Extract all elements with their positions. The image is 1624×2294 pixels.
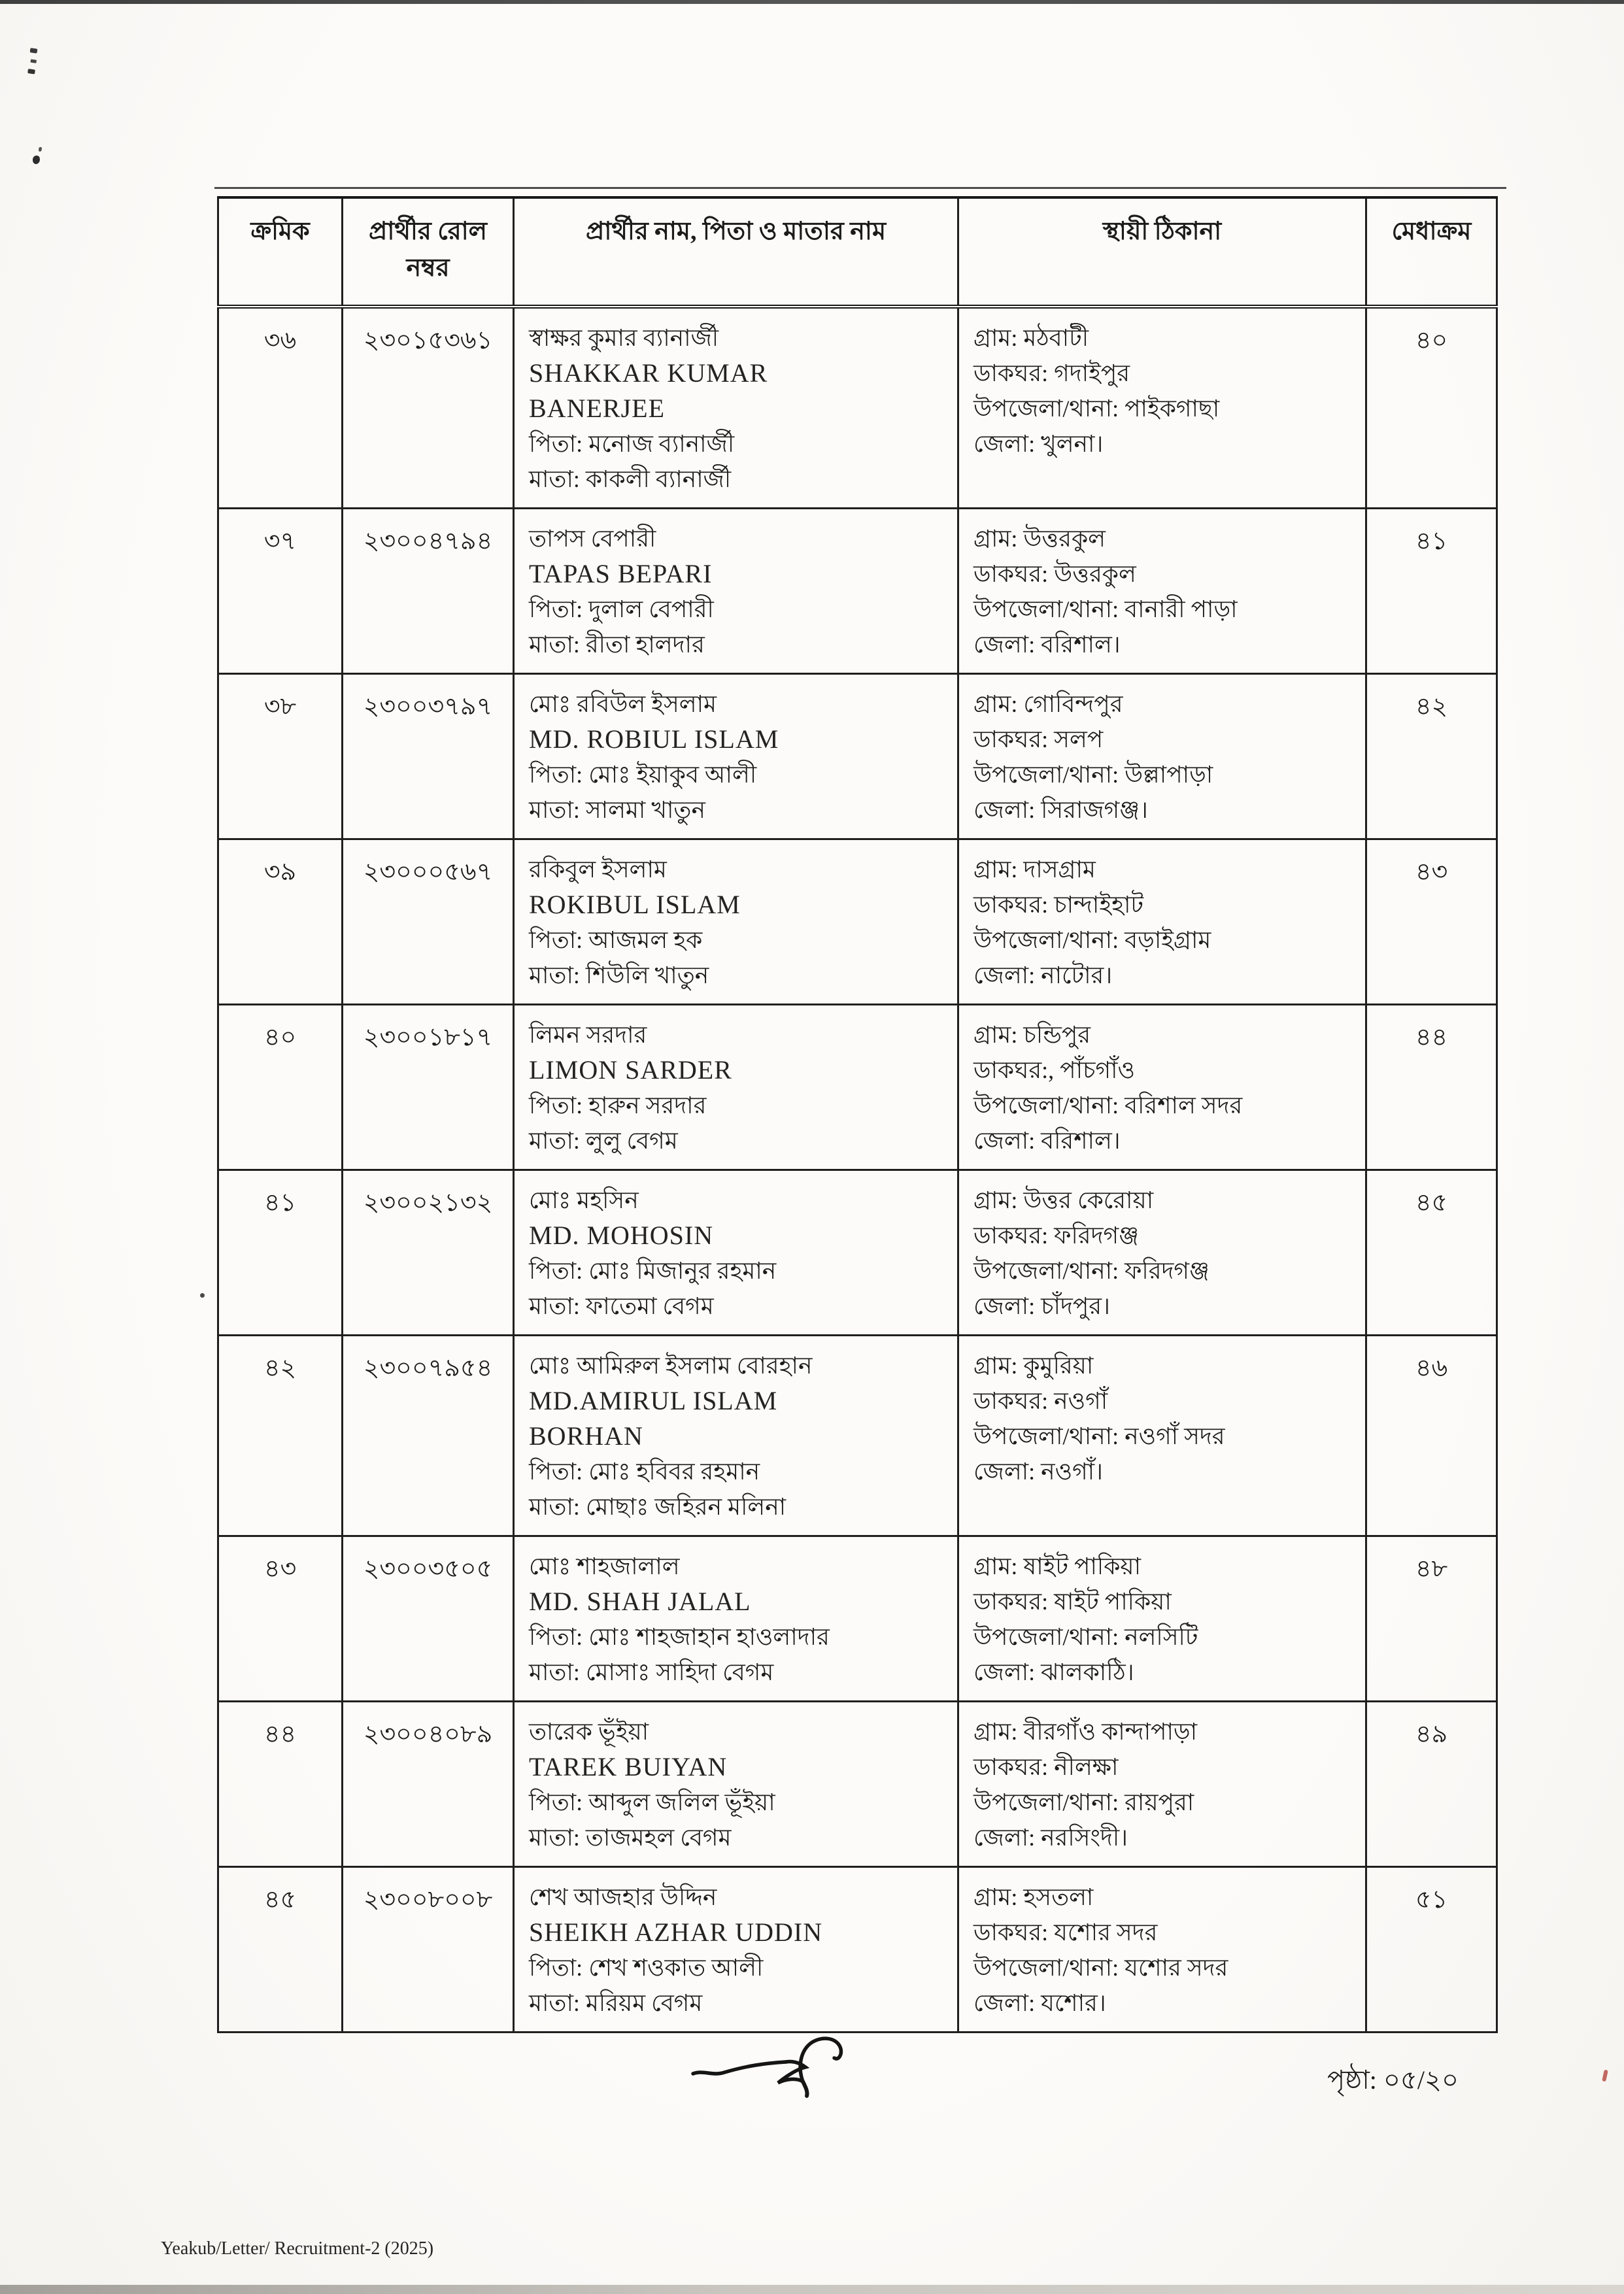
address-line: জেলা: নাটোর। [973, 962, 1113, 988]
candidate-table-wrap [217, 196, 1496, 2033]
serial-cell: ৩৯ [218, 839, 343, 1005]
address-cell [958, 1867, 1366, 2033]
address-cell [958, 1170, 1366, 1336]
name-line: মোঃ আমিরুল ইসলাম বোরহান [529, 1353, 813, 1379]
name-cell [514, 509, 958, 674]
table-row [218, 674, 1497, 839]
page-number: পৃষ্ঠা: ০৫/২০ [1327, 2065, 1459, 2095]
address-cell [958, 509, 1366, 674]
roll-number-cell: ২৩০০৩৫০৫ [343, 1536, 514, 1702]
name-line: MD.AMIRUL ISLAM [529, 1386, 778, 1415]
address-line: গ্রাম: ষাইট পাকিয়া [973, 1553, 1142, 1579]
name-line: তারেক ভূঁইয়া [529, 1719, 649, 1745]
address-line: জেলা: নওগাঁ। [973, 1459, 1103, 1485]
scan-speck-red [1602, 2070, 1608, 2082]
address-line: ডাকঘর: নওগাঁ [973, 1388, 1108, 1414]
name-line: পিতা: মোঃ মিজানুর রহমান [529, 1258, 777, 1284]
address-line: উপজেলা/থানা: নওগাঁ সদর [973, 1423, 1225, 1449]
address-line: ডাকঘর: ফরিদগঞ্জ [973, 1223, 1139, 1249]
table-row [218, 1702, 1497, 1867]
name-line: মাতা: মোছাঃ জহিরন মলিনা [529, 1494, 787, 1520]
address-line: গ্রাম: দাসগ্রাম [973, 856, 1096, 883]
address-cell [958, 839, 1366, 1005]
name-line: পিতা: দুলাল বেপারী [529, 596, 714, 622]
name-line: পিতা: আজমল হক [529, 927, 703, 953]
address-line: গ্রাম: চন্ডিপুর [973, 1022, 1091, 1048]
address-line: উপজেলা/থানা: বরিশাল সদর [973, 1092, 1243, 1119]
name-line: মাতা: সালমা খাতুন [529, 797, 705, 823]
address-cell [958, 1005, 1366, 1170]
name-line: পিতা: শেখ শওকাত আলী [529, 1955, 764, 1981]
name-line: পিতা: মোঃ ইয়াকুব আলী [529, 762, 757, 788]
roll-number-cell: ২৩০০৮০০৮ [343, 1867, 514, 2033]
serial-cell: ৪১ [218, 1170, 343, 1336]
name-line: রকিবুল ইসলাম [529, 856, 667, 883]
roll-number-cell: ২৩০০০৫৬৭ [343, 839, 514, 1005]
merit-cell: ৪০ [1366, 307, 1497, 509]
header-serial: ক্রমিক [218, 197, 343, 307]
name-line: মাতা: শিউলি খাতুন [529, 962, 709, 988]
name-line: ROKIBUL ISLAM [529, 890, 741, 919]
candidate-table [217, 196, 1498, 2033]
name-line: পিতা: মোঃ শাহজাহান হাওলাদার [529, 1624, 830, 1650]
name-cell [514, 1336, 958, 1536]
roll-number-cell: ২৩০০৭৯৫৪ [343, 1336, 514, 1536]
name-line: MD. ROBIUL ISLAM [529, 724, 779, 754]
serial-cell: ৩৮ [218, 674, 343, 839]
merit-cell: ৪৬ [1366, 1336, 1497, 1536]
address-line: ডাকঘর: গদাইপুর [973, 360, 1130, 386]
name-line: শেখ আজহার উদ্দিন [529, 1884, 717, 1910]
address-line: জেলা: বরিশাল। [973, 1128, 1121, 1154]
roll-number-cell: ২৩০০১৮১৭ [343, 1005, 514, 1170]
table-row [218, 1867, 1497, 2033]
name-line: TAREK BUIYAN [529, 1752, 728, 1781]
merit-cell: ৪৩ [1366, 839, 1497, 1005]
header-roll: প্রার্থীর রোল নম্বর [343, 197, 514, 307]
merit-cell: ৪১ [1366, 509, 1497, 674]
address-line: উপজেলা/থানা: উল্লাপাড়া [973, 762, 1213, 788]
merit-cell: ৫১ [1366, 1867, 1497, 2033]
name-line: পিতা: আব্দুল জলিল ভূঁইয়া [529, 1789, 775, 1815]
header-merit: মেধাক্রম [1366, 197, 1497, 307]
address-line: উপজেলা/থানা: পাইকগাছা [973, 396, 1220, 422]
name-line: SHAKKAR KUMAR [529, 358, 768, 388]
serial-cell: ৪০ [218, 1005, 343, 1170]
header-row [218, 197, 1497, 307]
roll-number-cell: ২৩০০৩৭৯৭ [343, 674, 514, 839]
address-line: জেলা: চাঁদপুর। [973, 1293, 1110, 1319]
signature [688, 2029, 858, 2104]
name-line: মাতা: কাকলী ব্যানার্জী [529, 466, 732, 492]
name-cell [514, 1867, 958, 2033]
scan-edge-top [0, 0, 1624, 4]
name-line: পিতা: মোঃ হবিবর রহমান [529, 1459, 760, 1485]
scan-edge-bottom [0, 2285, 1624, 2294]
address-line: উপজেলা/থানা: ফরিদগঞ্জ [973, 1258, 1210, 1284]
name-line: মাতা: রীতা হালদার [529, 632, 705, 658]
serial-cell: ৩৭ [218, 509, 343, 674]
name-line: পিতা: মনোজ ব্যানার্জী [529, 431, 735, 457]
name-cell [514, 1170, 958, 1336]
merit-cell: ৪২ [1366, 674, 1497, 839]
table-row [218, 1170, 1497, 1336]
roll-number-cell: ২৩০০৪০৮৯ [343, 1702, 514, 1867]
address-line: উপজেলা/থানা: যশোর সদর [973, 1955, 1228, 1981]
name-line: তাপস বেপারী [529, 526, 656, 552]
address-line: জেলা: নরসিংদী। [973, 1825, 1128, 1851]
address-cell [958, 1536, 1366, 1702]
merit-cell: ৪৪ [1366, 1005, 1497, 1170]
merit-cell: ৪৮ [1366, 1536, 1497, 1702]
name-line: মাতা: লুলু বেগম [529, 1128, 678, 1154]
scan-double-line [214, 187, 1506, 189]
table-row [218, 509, 1497, 674]
address-line: জেলা: খুলনা। [973, 431, 1104, 457]
name-line: লিমন সরদার [529, 1022, 647, 1048]
address-line: উপজেলা/থানা: রায়পুরা [973, 1789, 1194, 1815]
name-line: মাতা: মোসাঃ সাহিদা বেগম [529, 1659, 774, 1685]
roll-number-cell: ২৩০০৪৭৯৪ [343, 509, 514, 674]
header-name: প্রার্থীর নাম, পিতা ও মাতার নাম [514, 197, 958, 307]
ink-mark [30, 48, 38, 53]
name-line: মাতা: ফাতেমা বেগম [529, 1293, 714, 1319]
ink-mark [33, 156, 40, 164]
serial-cell: ৪৩ [218, 1536, 343, 1702]
address-line: ডাকঘর: ষাইট পাকিয়া [973, 1589, 1172, 1615]
name-cell [514, 674, 958, 839]
roll-number-cell: ২৩০০২১৩২ [343, 1170, 514, 1336]
serial-cell: ৪২ [218, 1336, 343, 1536]
table-row [218, 1005, 1497, 1170]
address-line: গ্রাম: বীরগাঁও কান্দাপাড়া [973, 1719, 1198, 1745]
name-line: SHEIKH AZHAR UDDIN [529, 1917, 823, 1947]
name-line: LIMON SARDER [529, 1055, 732, 1085]
table-row [218, 307, 1497, 509]
header-address: স্থায়ী ঠিকানা [958, 197, 1366, 307]
address-line: ডাকঘর: সলপ [973, 726, 1104, 752]
address-line: গ্রাম: উত্তরকুল [973, 526, 1106, 552]
name-line: MD. MOHOSIN [529, 1221, 714, 1250]
address-cell [958, 307, 1366, 509]
name-cell [514, 839, 958, 1005]
address-line: উপজেলা/থানা: বানারী পাড়া [973, 596, 1238, 622]
address-line: ডাকঘর:, পাঁচগাঁও [973, 1057, 1135, 1083]
name-line: মোঃ মহসিন [529, 1187, 639, 1213]
roll-number-cell: ২৩০১৫৩৬১ [343, 307, 514, 509]
name-cell [514, 1702, 958, 1867]
address-line: গ্রাম: উত্তর কেরোয়া [973, 1187, 1154, 1213]
serial-cell: ৪৪ [218, 1702, 343, 1867]
serial-cell: ৪৫ [218, 1867, 343, 2033]
address-line: জেলা: সিরাজগঞ্জ। [973, 797, 1148, 823]
footer-reference: Yeakub/Letter/ Recruitment-2 (2025) [161, 2238, 434, 2259]
address-cell [958, 674, 1366, 839]
address-line: ডাকঘর: উত্তরকুল [973, 561, 1136, 587]
address-line: জেলা: ঝালকাঠি। [973, 1659, 1134, 1685]
merit-cell: ৪৯ [1366, 1702, 1497, 1867]
ink-mark [200, 1293, 205, 1298]
name-cell [514, 1005, 958, 1170]
name-line: মাতা: তাজমহল বেগম [529, 1825, 732, 1851]
address-line: গ্রাম: মঠবাটী [973, 325, 1089, 351]
name-line: স্বাক্ষর কুমার ব্যানার্জী [529, 325, 719, 351]
name-line: পিতা: হারুন সরদার [529, 1092, 707, 1119]
address-cell [958, 1702, 1366, 1867]
address-line: গ্রাম: কুমুরিয়া [973, 1353, 1094, 1379]
merit-cell: ৪৫ [1366, 1170, 1497, 1336]
table-row [218, 1536, 1497, 1702]
name-line: মোঃ শাহজালাল [529, 1553, 680, 1579]
address-line: উপজেলা/থানা: বড়াইগ্রাম [973, 927, 1211, 953]
name-line: TAPAS BEPARI [529, 559, 713, 588]
address-line: গ্রাম: গোবিন্দপুর [973, 691, 1123, 717]
table-body [218, 307, 1497, 2033]
name-line: মাতা: মরিয়ম বেগম [529, 1990, 703, 2016]
name-line: BORHAN [529, 1421, 643, 1451]
address-line: ডাকঘর: যশোর সদর [973, 1919, 1158, 1946]
address-cell [958, 1336, 1366, 1536]
serial-cell: ৩৬ [218, 307, 343, 509]
address-line: ডাকঘর: নীলক্ষা [973, 1754, 1119, 1780]
name-cell [514, 1536, 958, 1702]
name-cell [514, 307, 958, 509]
address-line: জেলা: যশোর। [973, 1990, 1106, 2016]
name-line: MD. SHAH JALAL [529, 1587, 751, 1616]
address-line: জেলা: বরিশাল। [973, 632, 1121, 658]
table-row [218, 839, 1497, 1005]
table-row [218, 1336, 1497, 1536]
address-line: গ্রাম: হসতলা [973, 1884, 1094, 1910]
name-line: BANERJEE [529, 394, 665, 423]
address-line: ডাকঘর: চান্দাইহাট [973, 892, 1144, 918]
address-line: উপজেলা/থানা: নলসিটি [973, 1624, 1198, 1650]
name-line: মোঃ রবিউল ইসলাম [529, 691, 717, 717]
